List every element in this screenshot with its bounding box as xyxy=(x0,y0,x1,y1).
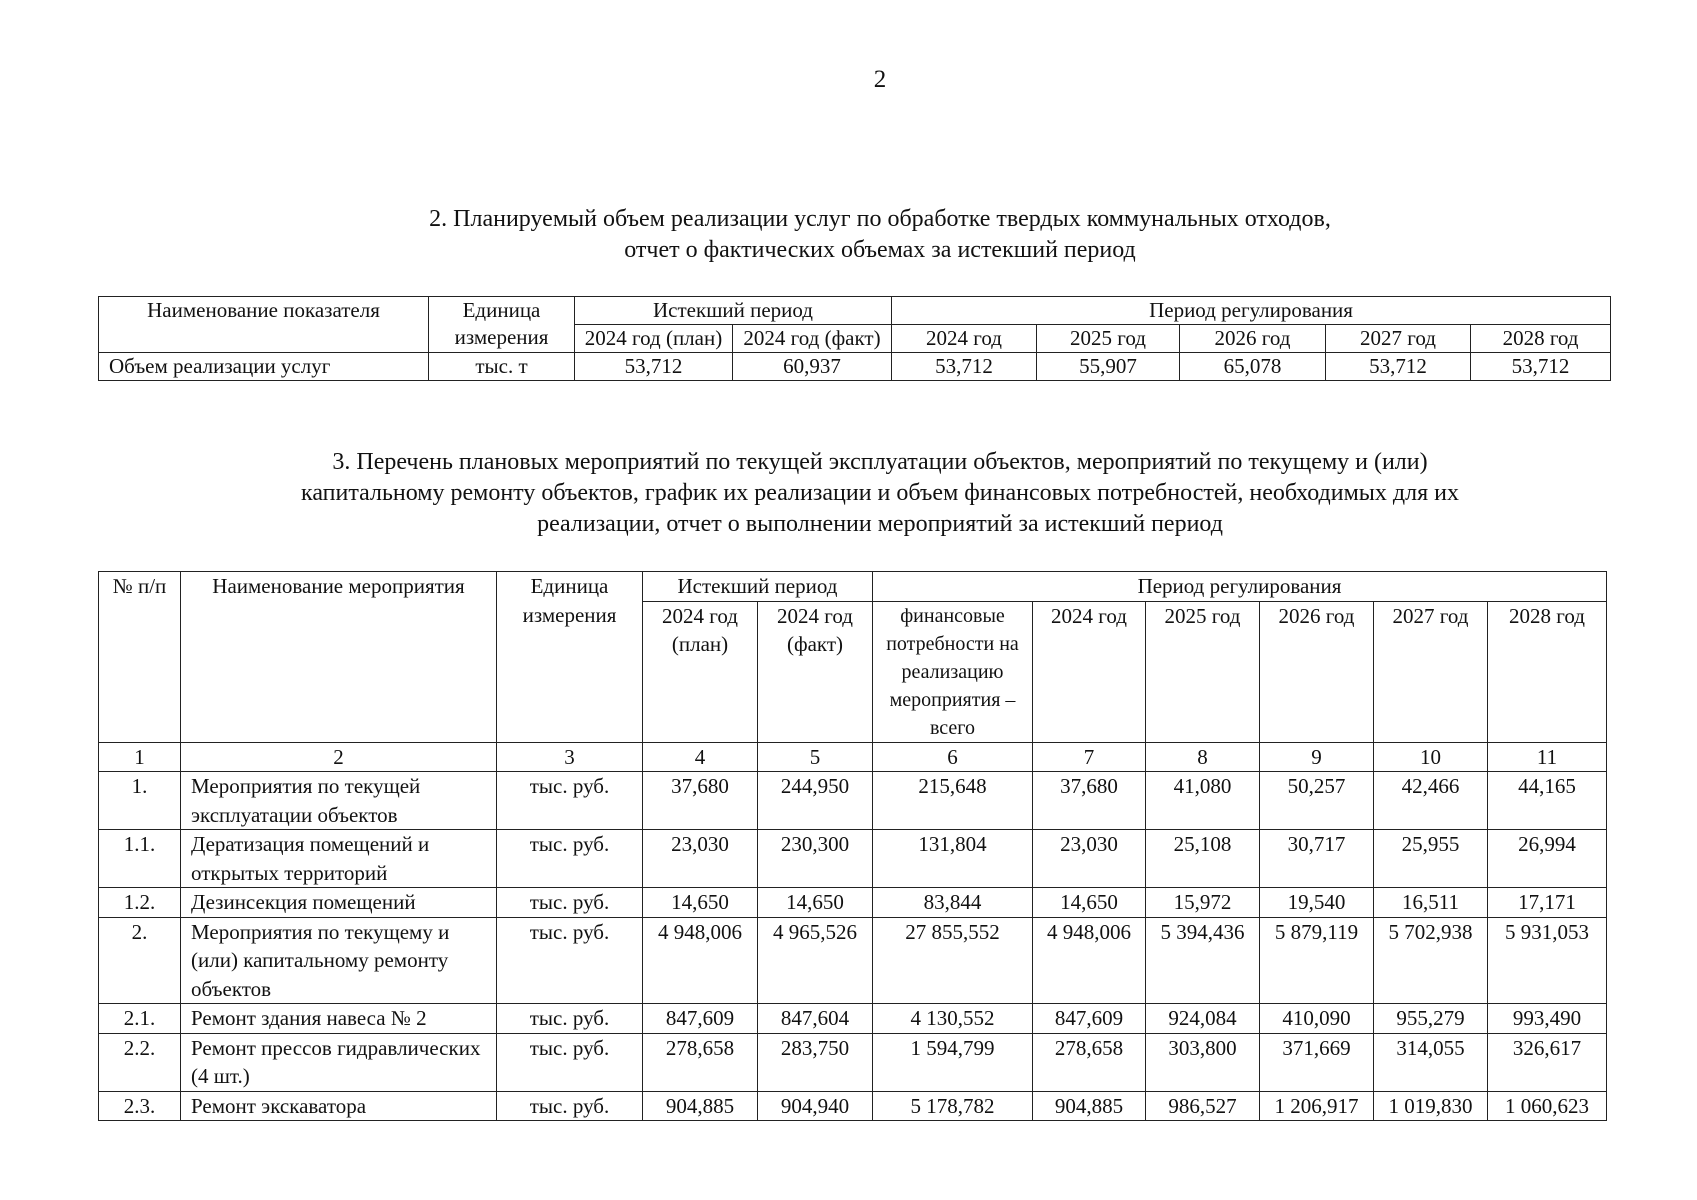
measures-table xyxy=(98,571,1607,1121)
header-year: 2026 год xyxy=(1260,601,1374,742)
value-cell: 924,084 xyxy=(1146,1004,1260,1034)
value-cell: 283,750 xyxy=(758,1033,873,1091)
column-number: 4 xyxy=(643,742,758,772)
header-past-period: Истекший период xyxy=(575,297,892,325)
unit-cell: тыс. руб. xyxy=(497,1033,643,1091)
value-cell: 23,030 xyxy=(643,830,758,888)
header-past-period: Истекший период xyxy=(643,572,873,602)
unit-cell: тыс. руб. xyxy=(497,830,643,888)
value-cell: 14,650 xyxy=(758,888,873,918)
column-number: 8 xyxy=(1146,742,1260,772)
unit-cell: тыс. руб. xyxy=(497,1004,643,1034)
value-cell: 4 965,526 xyxy=(758,917,873,1004)
value-cell: 5 879,119 xyxy=(1260,917,1374,1004)
header-year: 2024 год xyxy=(1033,601,1146,742)
column-number: 1 xyxy=(99,742,181,772)
measure-name: Ремонт прессов гидравлических (4 шт.) xyxy=(181,1033,497,1091)
header-finance-total: финансовые потребности на реализацию мероприятия – всего xyxy=(873,601,1033,742)
section3-title-line3: реализации, отчет о выполнении мероприятий за истекший период xyxy=(537,511,1223,537)
column-number: 9 xyxy=(1260,742,1374,772)
value-cell: 371,669 xyxy=(1260,1033,1374,1091)
row-number: 1.2. xyxy=(99,888,181,918)
value-cell: 25,955 xyxy=(1374,830,1488,888)
section3-title xyxy=(0,447,1697,540)
value-cell: 53,712 xyxy=(1326,353,1471,381)
value-cell: 904,940 xyxy=(758,1091,873,1121)
header-year: 2027 год xyxy=(1374,601,1488,742)
column-number: 6 xyxy=(873,742,1033,772)
unit-cell: тыс. т xyxy=(429,353,575,381)
value-cell: 23,030 xyxy=(1033,830,1146,888)
value-cell: 131,804 xyxy=(873,830,1033,888)
column-number: 7 xyxy=(1033,742,1146,772)
value-cell: 14,650 xyxy=(1033,888,1146,918)
header-plan: 2024 год (план) xyxy=(643,601,758,742)
table-row xyxy=(99,830,1607,888)
header-regulation-period: Период регулирования xyxy=(892,297,1611,325)
header-year: 2028 год xyxy=(1471,325,1611,353)
value-cell: 326,617 xyxy=(1488,1033,1607,1091)
value-cell: 244,950 xyxy=(758,772,873,830)
value-cell: 847,604 xyxy=(758,1004,873,1034)
value-cell: 60,937 xyxy=(733,353,892,381)
value-cell: 41,080 xyxy=(1146,772,1260,830)
header-year: 2025 год xyxy=(1146,601,1260,742)
header-year: 2025 год xyxy=(1037,325,1180,353)
unit-cell: тыс. руб. xyxy=(497,1091,643,1121)
value-cell: 65,078 xyxy=(1180,353,1326,381)
unit-cell: тыс. руб. xyxy=(497,888,643,918)
value-cell: 278,658 xyxy=(1033,1033,1146,1091)
value-cell: 904,885 xyxy=(1033,1091,1146,1121)
page-number: 2 xyxy=(873,66,887,93)
header-regulation-period: Период регулирования xyxy=(873,572,1607,602)
header-unit: Единица измерения xyxy=(429,297,575,353)
header-measure-name: Наименование мероприятия xyxy=(181,572,497,743)
value-cell: 53,712 xyxy=(1471,353,1611,381)
value-cell: 904,885 xyxy=(643,1091,758,1121)
header-year: 2027 год xyxy=(1326,325,1471,353)
measure-name: Дезинсекция помещений xyxy=(181,888,497,918)
table-row xyxy=(99,353,1611,381)
value-cell: 1 206,917 xyxy=(1260,1091,1374,1121)
row-number: 1. xyxy=(99,772,181,830)
table-row xyxy=(99,917,1607,1004)
value-cell: 215,648 xyxy=(873,772,1033,830)
row-number: 2.3. xyxy=(99,1091,181,1121)
value-cell: 15,972 xyxy=(1146,888,1260,918)
value-cell: 5 702,938 xyxy=(1374,917,1488,1004)
header-year: 2024 год xyxy=(892,325,1037,353)
header-indicator-name: Наименование показателя xyxy=(99,297,429,353)
value-cell: 955,279 xyxy=(1374,1004,1488,1034)
header-fact: 2024 год (факт) xyxy=(758,601,873,742)
value-cell: 1 594,799 xyxy=(873,1033,1033,1091)
value-cell: 5 178,782 xyxy=(873,1091,1033,1121)
table-row xyxy=(99,1004,1607,1034)
unit-cell: тыс. руб. xyxy=(497,917,643,1004)
value-cell: 44,165 xyxy=(1488,772,1607,830)
measure-name: Дератизация помещений и открытых территорий xyxy=(181,830,497,888)
value-cell: 993,490 xyxy=(1488,1004,1607,1034)
value-cell: 1 060,623 xyxy=(1488,1091,1607,1121)
unit-cell: тыс. руб. xyxy=(497,772,643,830)
row-number: 1.1. xyxy=(99,830,181,888)
value-cell: 4 948,006 xyxy=(643,917,758,1004)
section2-title-line2: отчет о фактических объемах за истекший период xyxy=(624,237,1136,263)
table-row xyxy=(99,1033,1607,1091)
value-cell: 55,907 xyxy=(1037,353,1180,381)
column-number: 10 xyxy=(1374,742,1488,772)
value-cell: 847,609 xyxy=(643,1004,758,1034)
row-number: 2. xyxy=(99,917,181,1004)
header-plan: 2024 год (план) xyxy=(575,325,733,353)
value-cell: 30,717 xyxy=(1260,830,1374,888)
row-number: 2.2. xyxy=(99,1033,181,1091)
section3-title-line1: 3. Перечень плановых мероприятий по текущей эксплуатации объектов, мероприятий по текущему и (или) xyxy=(332,449,1428,475)
value-cell: 314,055 xyxy=(1374,1033,1488,1091)
section2-title xyxy=(0,204,1697,266)
value-cell: 5 931,053 xyxy=(1488,917,1607,1004)
value-cell: 303,800 xyxy=(1146,1033,1260,1091)
section3-title-line2: капитальному ремонту объектов, график их реализации и объем финансовых потребностей, необходимых для их xyxy=(301,480,1459,506)
value-cell: 278,658 xyxy=(643,1033,758,1091)
value-cell: 37,680 xyxy=(1033,772,1146,830)
value-cell: 42,466 xyxy=(1374,772,1488,830)
header-year: 2026 год xyxy=(1180,325,1326,353)
measure-name: Ремонт экскаватора xyxy=(181,1091,497,1121)
column-numbers-row xyxy=(99,742,1607,772)
value-cell: 5 394,436 xyxy=(1146,917,1260,1004)
value-cell: 16,511 xyxy=(1374,888,1488,918)
measure-name: Мероприятия по текущей эксплуатации объектов xyxy=(181,772,497,830)
measure-name: Ремонт здания навеса № 2 xyxy=(181,1004,497,1034)
table-row xyxy=(99,888,1607,918)
table-row xyxy=(99,1091,1607,1121)
table-row xyxy=(99,772,1607,830)
volume-table xyxy=(98,296,1611,381)
value-cell: 26,994 xyxy=(1488,830,1607,888)
value-cell: 25,108 xyxy=(1146,830,1260,888)
indicator-name: Объем реализации услуг xyxy=(99,353,429,381)
column-number: 3 xyxy=(497,742,643,772)
value-cell: 50,257 xyxy=(1260,772,1374,830)
value-cell: 27 855,552 xyxy=(873,917,1033,1004)
row-number: 2.1. xyxy=(99,1004,181,1034)
value-cell: 986,527 xyxy=(1146,1091,1260,1121)
value-cell: 4 130,552 xyxy=(873,1004,1033,1034)
measures-body xyxy=(99,772,1607,1121)
value-cell: 410,090 xyxy=(1260,1004,1374,1034)
header-fact: 2024 год (факт) xyxy=(733,325,892,353)
measure-name: Мероприятия по текущему и (или) капитальному ремонту объектов xyxy=(181,917,497,1004)
value-cell: 83,844 xyxy=(873,888,1033,918)
value-cell: 4 948,006 xyxy=(1033,917,1146,1004)
header-year: 2028 год xyxy=(1488,601,1607,742)
value-cell: 37,680 xyxy=(643,772,758,830)
section2-title-line1: 2. Планируемый объем реализации услуг по обработке твердых коммунальных отходов, xyxy=(429,206,1331,232)
value-cell: 53,712 xyxy=(575,353,733,381)
value-cell: 1 019,830 xyxy=(1374,1091,1488,1121)
column-number: 5 xyxy=(758,742,873,772)
value-cell: 17,171 xyxy=(1488,888,1607,918)
value-cell: 230,300 xyxy=(758,830,873,888)
value-cell: 847,609 xyxy=(1033,1004,1146,1034)
column-number: 11 xyxy=(1488,742,1607,772)
value-cell: 14,650 xyxy=(643,888,758,918)
value-cell: 53,712 xyxy=(892,353,1037,381)
column-number: 2 xyxy=(181,742,497,772)
value-cell: 19,540 xyxy=(1260,888,1374,918)
header-unit: Единица измерения xyxy=(497,572,643,743)
header-number: № п/п xyxy=(99,572,181,743)
